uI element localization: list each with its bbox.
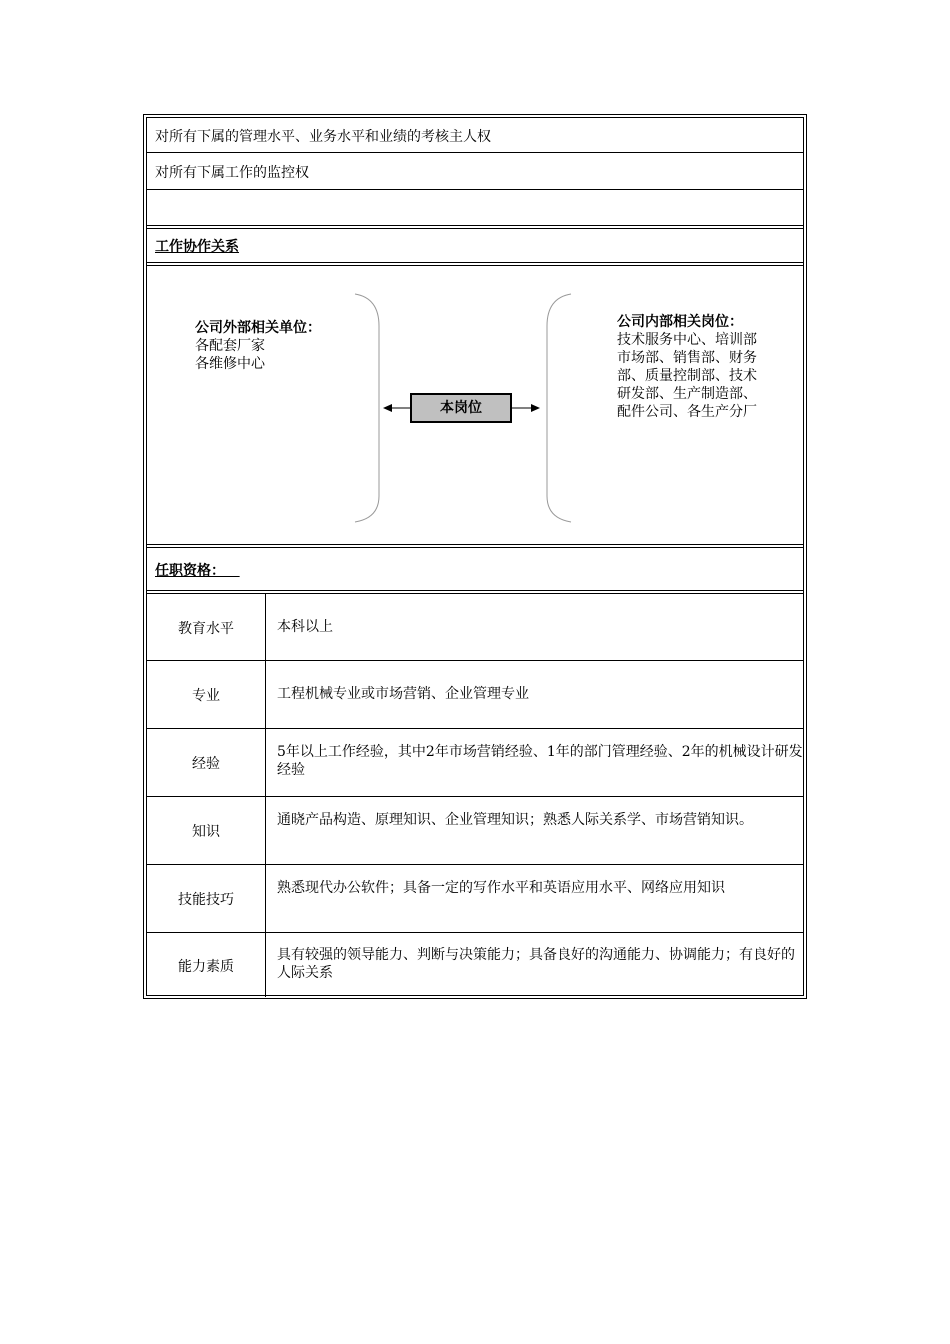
qualifications-heading [155, 562, 240, 580]
qualification-label: 能力素质 [178, 959, 234, 975]
qualification-label: 教育水平 [178, 621, 234, 637]
qualification-row [147, 797, 805, 864]
internal-position-line: 研发部、生产制造部、 [617, 386, 757, 402]
row-divider [147, 544, 803, 545]
row-divider [147, 228, 803, 229]
qualification-row [147, 729, 805, 796]
qualification-row [147, 865, 805, 932]
row-divider [147, 262, 803, 263]
qualification-label: 专业 [192, 688, 220, 704]
this-position-box: 本岗位 [410, 393, 512, 423]
internal-position-line: 技术服务中心、培训部 [617, 332, 757, 348]
qualification-value: 本科以上 [277, 619, 333, 635]
left-brace [355, 294, 379, 522]
collaboration-diagram [147, 266, 805, 544]
qualification-row [147, 594, 805, 660]
external-units-title: 公司外部相关单位： [195, 320, 321, 336]
qualification-value: 具有较强的领导能力、判断与决策能力；具备良好的沟通能力、协调能力；有良好的人际关系 [277, 947, 795, 981]
qualification-label: 经验 [192, 756, 220, 772]
right-arrow-head [531, 404, 540, 412]
external-unit-item: 各配套厂家 [195, 338, 265, 354]
table-inner-frame [146, 117, 804, 996]
job-description-table [143, 114, 807, 999]
row-divider [147, 225, 803, 226]
row-divider [147, 590, 803, 591]
internal-positions-title: 公司内部相关岗位： [617, 314, 743, 330]
row-divider [147, 189, 803, 190]
qualification-value: 熟悉现代办公软件；具备一定的写作水平和英语应用水平、网络应用知识 [277, 880, 725, 896]
qualification-value: 工程机械专业或市场营销、企业管理专业 [277, 686, 529, 702]
internal-position-line: 配件公司、各生产分厂 [617, 404, 757, 420]
left-arrow-head [383, 404, 392, 412]
external-unit-item: 各维修中心 [195, 356, 265, 372]
internal-position-line: 市场部、销售部、财务 [617, 350, 757, 366]
internal-position-line: 部、质量控制部、技术 [617, 368, 757, 384]
qualification-label: 知识 [192, 824, 220, 840]
right-row-2: 对所有下属工作的监控权 [155, 165, 309, 181]
qualification-value: 通晓产品构造、原理知识、企业管理知识；熟悉人际关系学、市场营销知识。 [277, 812, 753, 828]
qualification-row [147, 661, 805, 728]
internal-positions [617, 313, 757, 421]
qualification-label: 技能技巧 [178, 892, 234, 908]
row-divider [147, 152, 803, 153]
right-row-1: 对所有下属的管理水平、业务水平和业绩的考核主人权 [155, 129, 491, 145]
collaboration-heading: 工作协作关系 [155, 239, 239, 255]
qualification-value: 5年以上工作经验，其中2年市场营销经验、1年的部门管理经验、2年的机械设计研发经验 [277, 744, 803, 778]
right-brace [547, 294, 571, 522]
qualifications-heading-text: 任职资格： [155, 563, 225, 579]
heading-underline-pad [225, 563, 240, 579]
row-divider [147, 547, 803, 548]
qualification-row [147, 933, 805, 997]
